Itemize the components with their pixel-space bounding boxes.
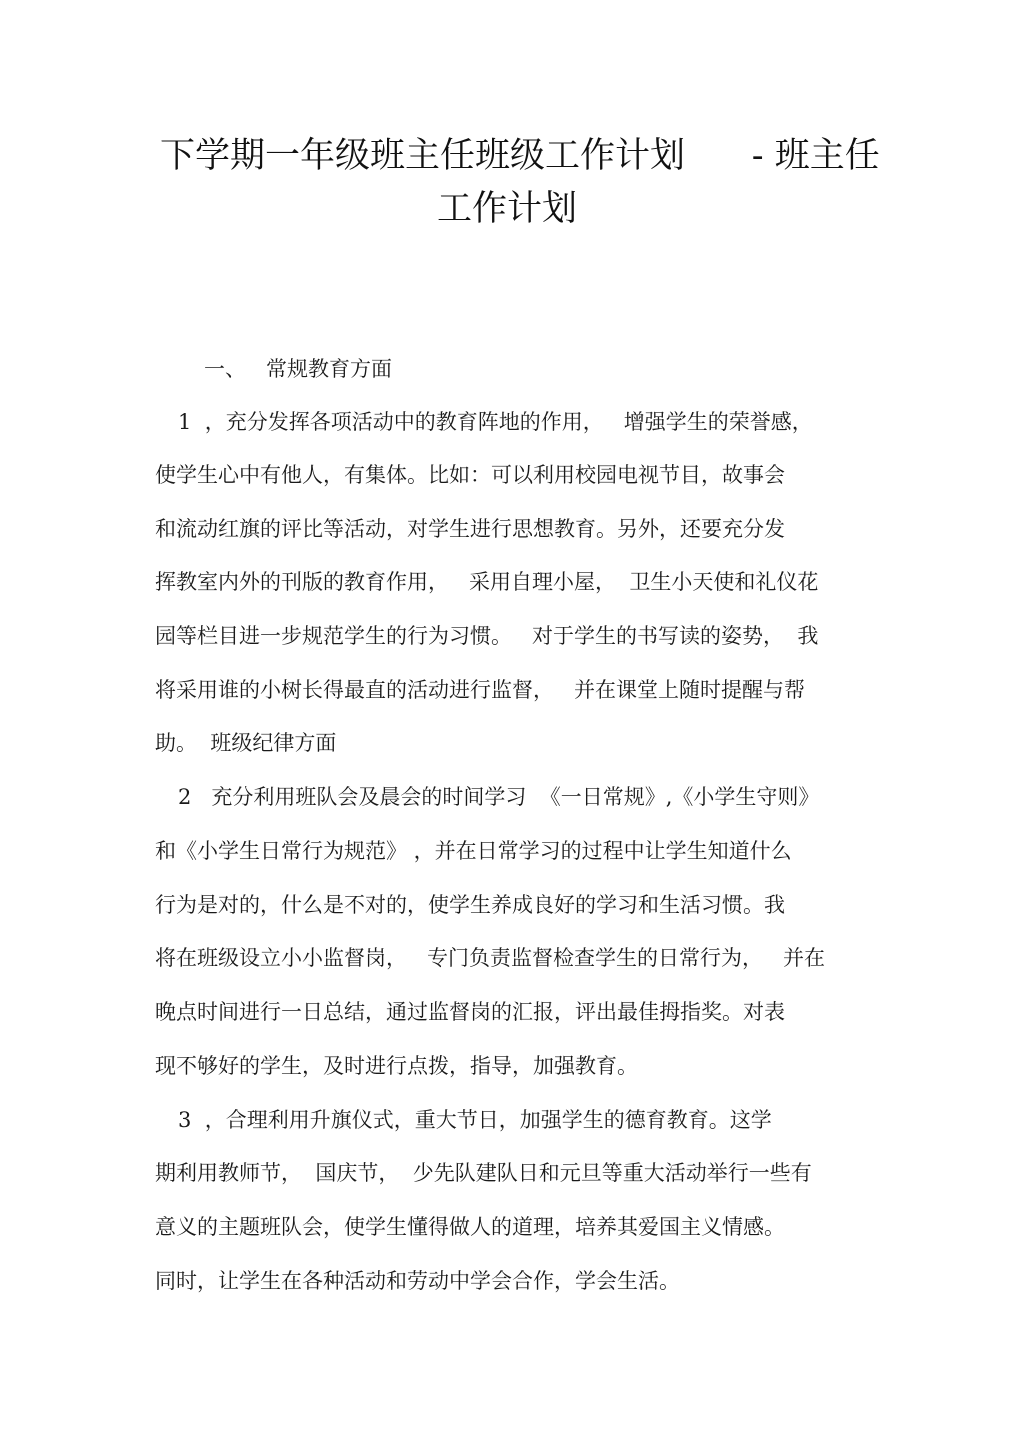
text-line: 和流动红旗的评比等活动，对学生进行思想教育。另外，还要充分发 <box>155 517 785 541</box>
section-heading: 一、 常规教育方面 <box>204 357 393 381</box>
text-line: 助。 班级纪律方面 <box>155 731 337 755</box>
text-line: 意义的主题班队会，使学生懂得做人的道理，培养其爱国主义情感。 <box>155 1215 785 1239</box>
text-line: 3 ，合理利用升旗仪式，重大节日，加强学生的德育教育。这学 <box>178 1108 772 1132</box>
text-line: 将采用谁的小树长得最直的活动进行监督， 并在课堂上随时提醒与帮 <box>155 678 806 702</box>
text-line: 同时，让学生在各种活动和劳动中学会合作，学会生活。 <box>155 1269 680 1293</box>
document-title-line-2: 工作计划 <box>437 189 578 229</box>
text-line: 行为是对的，什么是不对的，使学生养成良好的学习和生活习惯。我 <box>155 893 785 917</box>
text-line: 期利用教师节， 国庆节， 少先队建队日和元旦等重大活动举行一些有 <box>155 1161 812 1185</box>
text-line: 1 ，充分发挥各项活动中的教育阵地的作用， 增强学生的荣誉感， <box>178 410 813 434</box>
text-line: 晚点时间进行一日总结，通过监督岗的汇报，评出最佳拇指奖。对表 <box>155 1000 785 1024</box>
text-line: 2 充分利用班队会及晨会的时间学习 《一日常规》,《小学生守则》 <box>178 785 820 809</box>
text-line: 使学生心中有他人，有集体。比如：可以利用校园电视节目，故事会 <box>155 463 785 487</box>
text-line: 将在班级设立小小监督岗， 专门负责监督检查学生的日常行为， 并在 <box>155 946 826 970</box>
text-line: 现不够好的学生，及时进行点拨，指导，加强教育。 <box>155 1054 638 1078</box>
text-line: 和《小学生日常行为规范》 ，并在日常学习的过程中让学生知道什么 <box>155 839 792 863</box>
text-line: 挥教室内外的刊版的教育作用， 采用自理小屋， 卫生小天使和礼仪花 <box>155 570 819 594</box>
document-title-line-1: 下学期一年级班主任班级工作计划 - 班主任 <box>160 136 880 176</box>
text-line: 园等栏目进一步规范学生的行为习惯。 对于学生的书写读的姿势， 我 <box>155 624 819 648</box>
